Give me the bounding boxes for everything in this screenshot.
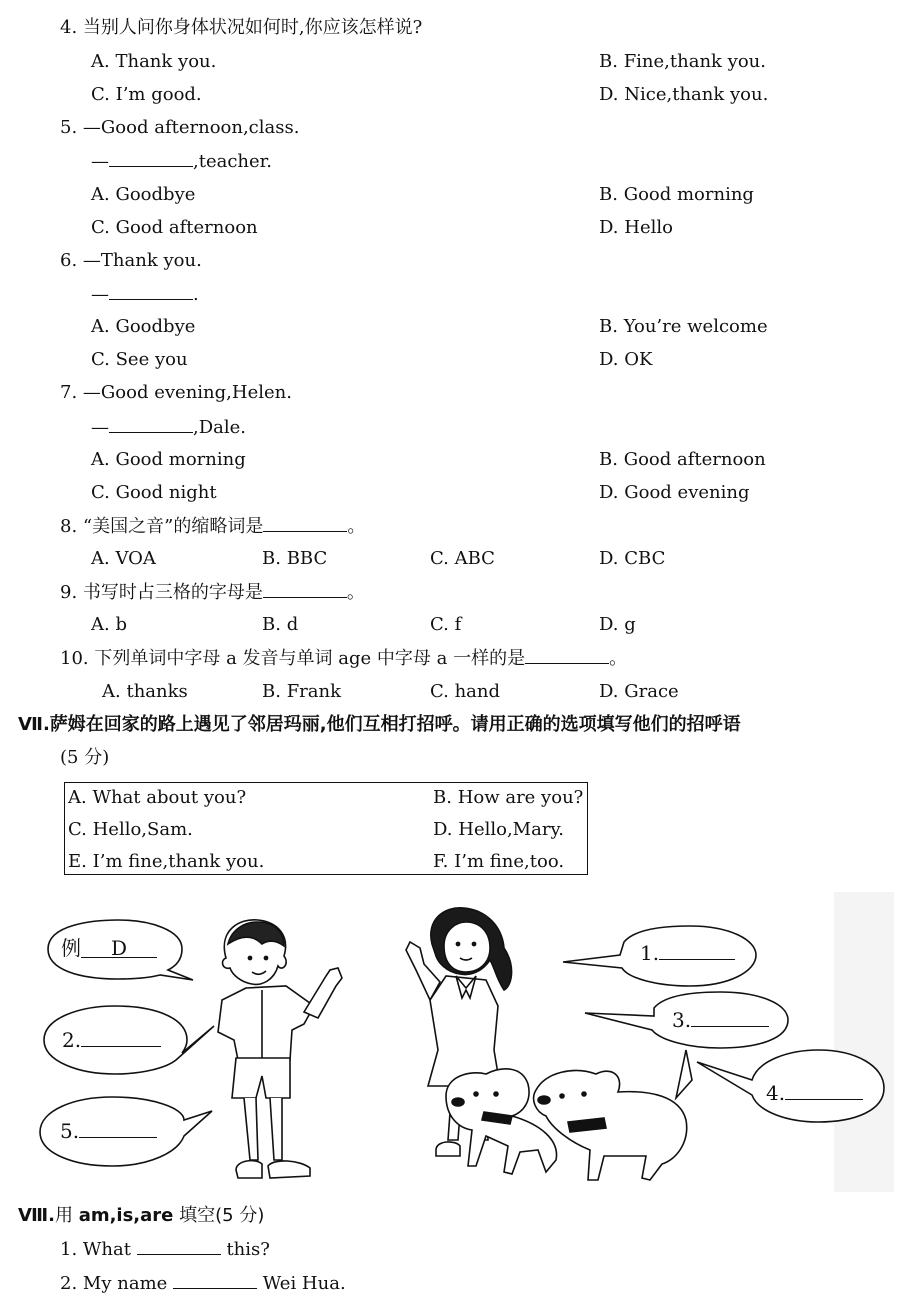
q4-option-c: C. I’m good. [91,84,202,105]
example-bubble-text: 例 D [61,937,157,959]
bubble-2-text: 2. [62,1028,161,1051]
q8-option-c: C. ABC [430,548,495,569]
box-option-a: A. What about you? [68,787,247,808]
q7-option-a: A. Good morning [91,449,246,470]
q7-option-d: D. Good evening [599,482,750,503]
boy-figure [218,920,342,1178]
question-7-reply: — ,Dale. [91,417,247,438]
q6-option-d: D. OK [599,349,653,370]
question-6-reply: — . [91,284,199,305]
q9-option-c: C. f [430,614,462,635]
q8-option-a: A. VOA [91,548,156,569]
q9-option-a: A. b [91,614,127,635]
fill-item-1: 1. What this? [60,1239,270,1260]
question-10-stem: 10. 下列单词中字母 a 发音与单词 age 中字母 a 一样的是 。 [60,648,628,669]
q8-option-d: D. CBC [599,548,666,569]
q10-option-b: B. Frank [262,681,342,702]
box-option-b: B. How are you? [433,787,584,808]
fill-item-2: 2. My name Wei Hua. [60,1273,346,1294]
bubble-5-blank[interactable] [79,1119,157,1138]
q7-option-b: B. Good afternoon [599,449,766,470]
bubble-5-text: 5. [60,1119,157,1142]
question-9-stem: 9. 书写时占三格的字母是 。 [60,582,365,603]
section-7-title: Ⅶ.萨姆在回家的路上遇见了邻居玛丽,他们互相打招呼。请用正确的选项填写他们的招呼语 [18,714,741,735]
example-answer: D [81,937,157,958]
question-5-reply: — ,teacher. [91,151,273,172]
section-7-points: (5 分) [60,747,110,768]
q6-option-b: B. You’re welcome [599,316,768,337]
q7-option-c: C. Good night [91,482,217,503]
q8-option-b: B. BBC [262,548,328,569]
q4-option-a: A. Thank you. [91,51,217,72]
box-option-e: E. I’m fine,thank you. [68,851,265,872]
q5-option-d: D. Hello [599,217,673,238]
q5-option-b: B. Good morning [599,184,754,205]
bubble-4-text: 4. [766,1081,863,1104]
fill-blank-2[interactable] [173,1272,257,1289]
q10-option-a: A. thanks [102,681,188,702]
question-7-stem: 7. —Good evening,Helen. [60,382,292,403]
q5-option-a: A. Goodbye [91,184,196,205]
question-5-stem: 5. —Good afternoon,class. [60,117,300,138]
q10-option-c: C. hand [430,681,501,702]
q4-option-b: B. Fine,thank you. [599,51,766,72]
q9-option-d: D. g [599,614,636,635]
bubble-2-blank[interactable] [81,1028,161,1047]
bubble-3-text: 3. [672,1008,769,1031]
bubble-3-blank[interactable] [691,1008,769,1027]
q4-option-d: D. Nice,thank you. [599,84,769,105]
q10-option-d: D. Grace [599,681,679,702]
box-option-d: D. Hello,Mary. [433,819,564,840]
q5-option-c: C. Good afternoon [91,217,258,238]
section-8-title: Ⅷ.用 am,is,are 填空(5 分) [18,1205,265,1226]
q9-option-b: B. d [262,614,299,635]
box-option-f: F. I’m fine,too. [433,851,565,872]
bubble-1-text: 1. [640,941,735,964]
question-6-stem: 6. —Thank you. [60,250,202,271]
q6-option-c: C. See you [91,349,188,370]
question-4-stem: 4. 当别人问你身体状况如何时,你应该怎样说? [60,17,423,38]
question-8-stem: 8. “美国之音”的缩略词是 。 [60,516,366,537]
fill-blank-1[interactable] [137,1238,221,1255]
box-option-c: C. Hello,Sam. [68,819,193,840]
q6-option-a: A. Goodbye [91,316,196,337]
bubble-4-blank[interactable] [785,1081,863,1100]
bubble-1-blank[interactable] [659,941,735,960]
